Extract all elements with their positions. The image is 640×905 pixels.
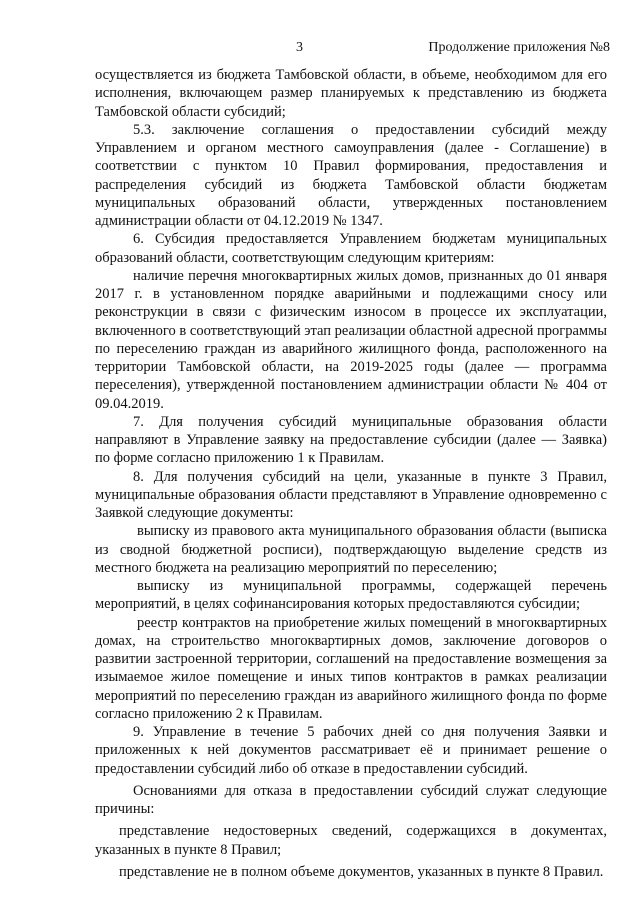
page-number: 3 [296,40,303,55]
paragraph-refusal-invalid-info: представление недостоверных сведений, содержащихся в документах, указанных в пункте 8 Правил; [95,823,607,858]
paragraph-document-program-extract: выписку из муниципальной программы, содержащей перечень мероприятий, в целях софинансирования которых предоставляются субсидии; [95,578,607,613]
document-body [95,66,607,881]
appendix-continuation-note: Продолжение приложения №8 [428,40,610,55]
paragraph-6: 6. Субсидия предоставляется Управлением бюджетам муниципальных образований области, соответствующим следующим критериям: [95,231,607,266]
paragraph-document-contract-register: реестр контрактов на приобретение жилых помещений в многоквартирных домах, на строительство многоквартирных домов, заключение договоров о развитии застроенной территории, соглашений на предоставление возмещения за изымаемое жилое помещение и иных типов контрактов в рамках реализации мероприятий по переселению граждан из аварийного жилищного фонда по форме согласно приложению 2 к Правилам. [95,614,607,722]
paragraph-7: 7. Для получения субсидий муниципальные образования области направляют в Управление заявку на предоставление субсидии (далее — Заявка) по форме согласно приложению 1 к Правилам. [95,413,607,467]
paragraph-refusal-grounds: Основаниями для отказа в предоставлении субсидий служат следующие причины: [95,782,607,817]
paragraph-9: 9. Управление в течение 5 рабочих дней со дня получения Заявки и приложенных к ней документов рассматривает её и принимает решение о предоставлении субсидий либо об отказе в предоставлении субсидий. [95,724,607,777]
paragraph-document-budget-extract: выписку из правового акта муниципального образования области (выписка из сводной бюджетной росписи), подтверждающую выделение средств из местного бюджета на реализацию мероприятий по переселению; [95,523,607,576]
paragraph-5-3: 5.3. заключение соглашения о предоставлении субсидий между Управлением и органом местного самоуправления (далее - Соглашение) в соответствии с пунктом 10 Правил формирования, предоставления и распределения субсидий из бюджета Тамбовской области бюджетам муниципальных образований области, утвержденных постановлением администрации области от 04.12.2019 № 1347. [95,121,607,229]
paragraph-funding-continuation: осуществляется из бюджета Тамбовской области, в объеме, необходимом для его исполнения, включающем размер планируемых к представлению из бюджета Тамбовской области субсидий; [95,67,607,120]
paragraph-criteria-item: наличие перечня многоквартирных жилых домов, признанных до 01 января 2017 г. в установленном порядке аварийными и подлежащими сносу или реконструкции в связи с физическим износом в процессе их эксплуатации, включенного в соответствующий этап реализации областной адресной программы по переселению граждан из аварийного жилищного фонда, расположенного на территории Тамбовской области, на 2019-2025 годы (далее — программа переселения), утвержденной постановлением администрации области № 404 от 09.04.2019. [95,267,607,412]
paragraph-8: 8. Для получения субсидий на цели, указанные в пункте 3 Правил, муниципальные образования области представляют в Управление одновременно с Заявкой следующие документы: [95,468,607,521]
paragraph-refusal-incomplete-documents: представление не в полном объеме документов, указанных в пункте 8 Правил. [119,863,604,880]
